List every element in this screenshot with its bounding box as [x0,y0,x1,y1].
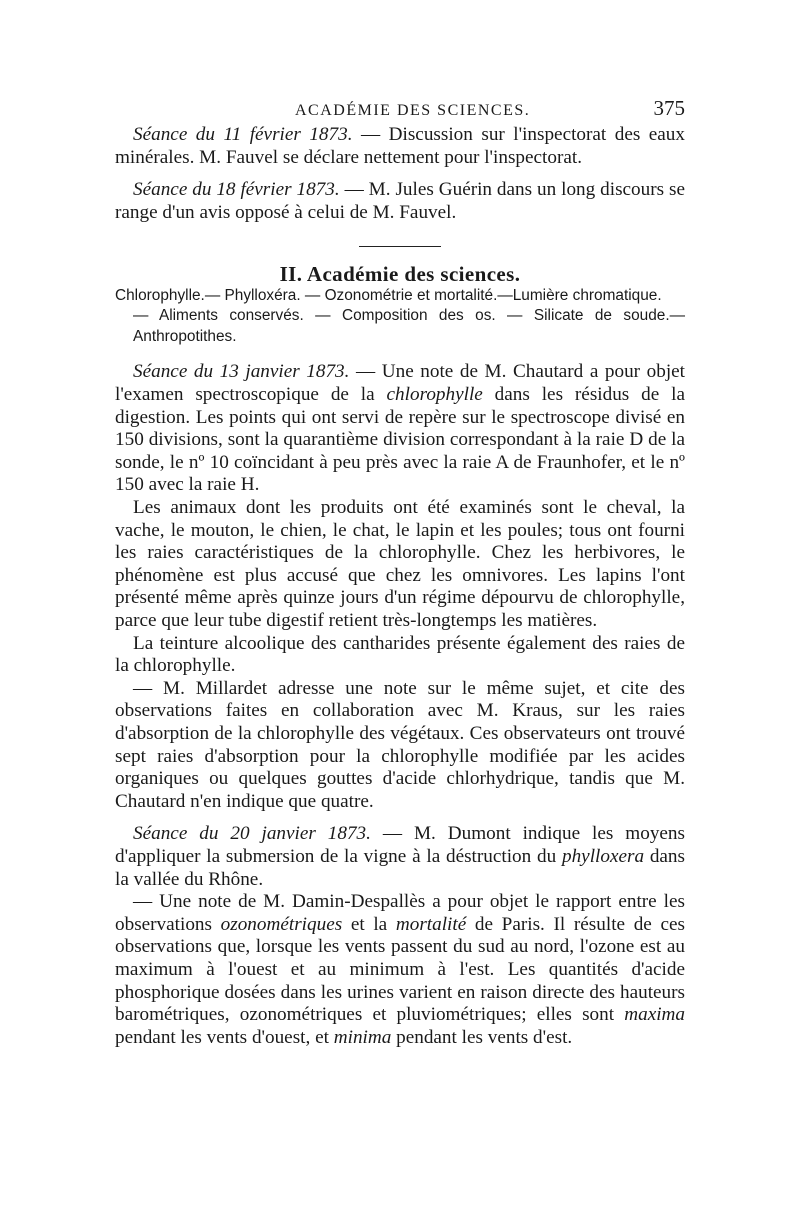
section-divider [359,246,441,247]
paragraph-millardet: — M. Millardet adresse une note sur le même sujet, et cite des observations faites en collaboration avec M. Kraus, sur les raies d'absorption de la chlorophylle des végétaux. Ces observateurs ont trouvé sept raies d'absorption pour la chlorophylle modifiée par les acides organiques ou quelques gouttes d'acide chlorhydrique, tandis que M. Chautard n'en indique que quatre. [115,677,685,812]
emphasis-term: maxima [624,1004,685,1026]
seance-date: Séance du 13 janvier 1873. [133,361,350,383]
emphasis-term: minima [333,1026,392,1048]
summary-line: Chlorophylle.— Phylloxéra. — Ozonométrie et mortalité.—Lumière chromatique. [115,286,662,304]
paragraph-text: — M. Jules Guérin dans un long discours se range d'un avis opposé à celui de M. Fauvel. [115,179,685,223]
paragraph-text: pendant les vents d'ouest, et [115,1026,334,1048]
paragraph-seance-13-janvier [115,361,685,497]
emphasis-term: ozonométriques [220,913,343,935]
paragraph-seance-20-janvier [115,823,685,891]
paragraph-text: dans les résidus de la digestion. Les points qui ont servi de repère sur le spectroscope divisé en 150 divisions, sont la quarantième division correspondant à la raie D de la sonde, le nº 10 coïncidant à peu près avec la raie A de Fraunhofer, et le nº 150 avec la raie H. [115,384,685,496]
page-header [115,96,685,121]
paragraph-seance-11-fevrier [115,124,685,169]
paragraph-text: pendant les vents d'est. [391,1026,573,1048]
paragraph-animaux: Les animaux dont les produits ont été examinés sont le cheval, la vache, le mouton, le chien, le chat, le lapin et les poules; tous ont fourni les raies caractéristiques de la chlorophylle. Chez les herbivores, le phénomène est plus accusé que chez les omnivores. Les lapins l'ont présenté même après quinze jours d'un régime dépourvu de chlorophylle, parce que leur tube digestif retient très-longtemps les matières. [115,497,685,631]
page-number: 375 [653,96,685,120]
paragraph-text: — Une note de M. Damin-Despallès a pour objet le rapport entre les observations [115,891,685,935]
paragraph-damin-despalles [115,891,685,1049]
emphasis-term: phylloxera [561,845,645,867]
page-body [115,124,685,1049]
paragraph-text: — Une note de M. Chautard a pour objet l'examen spectroscopique de la [115,361,685,406]
paragraph-cantharides: La teinture alcoolique des cantharides présente également des raies de la chlorophylle. [115,632,685,677]
paragraph-text: dans la vallée du Rhône. [115,845,685,890]
section-heading: II. Académie des sciences. [279,262,521,287]
seance-date: Séance du 18 février 1873. [133,179,340,201]
summary-line: — Aliments conservés. — Composition des os. — Silicate de soude.— Anthropotithes. [133,307,685,345]
seance-date: Séance du 11 février 1873. [133,124,353,145]
emphasis-term: mortalité [395,913,467,935]
paragraph-text: — Discussion sur l'inspectorat des eaux minérales. M. Fauvel se déclare nettement pour l'inspectorat. [115,124,685,168]
emphasis-term: chlorophylle [386,384,483,406]
paragraph-text: de Paris. Il résulte de ces observations que, lorsque les vents passent du sud au nord, l'ozone est au maximum à l'ouest et au minimum à l'est. Les quantités d'acide phosphorique dosées dans les urines varient en raison directe des hauteurs barométriques, ozonométriques et pluviométriques; elles sont [115,913,685,1026]
seance-date: Séance du 20 janvier 1873. [133,823,371,845]
paragraph-seance-18-fevrier [115,179,685,224]
paragraph-text: et la [342,913,396,935]
paragraph-text: — M. Dumont indique les moyens d'appliquer la submersion de la vigne à la déstruction du [115,823,685,867]
section-summary [115,286,685,348]
running-title: ACADÉMIE DES SCIENCES. [295,102,531,119]
